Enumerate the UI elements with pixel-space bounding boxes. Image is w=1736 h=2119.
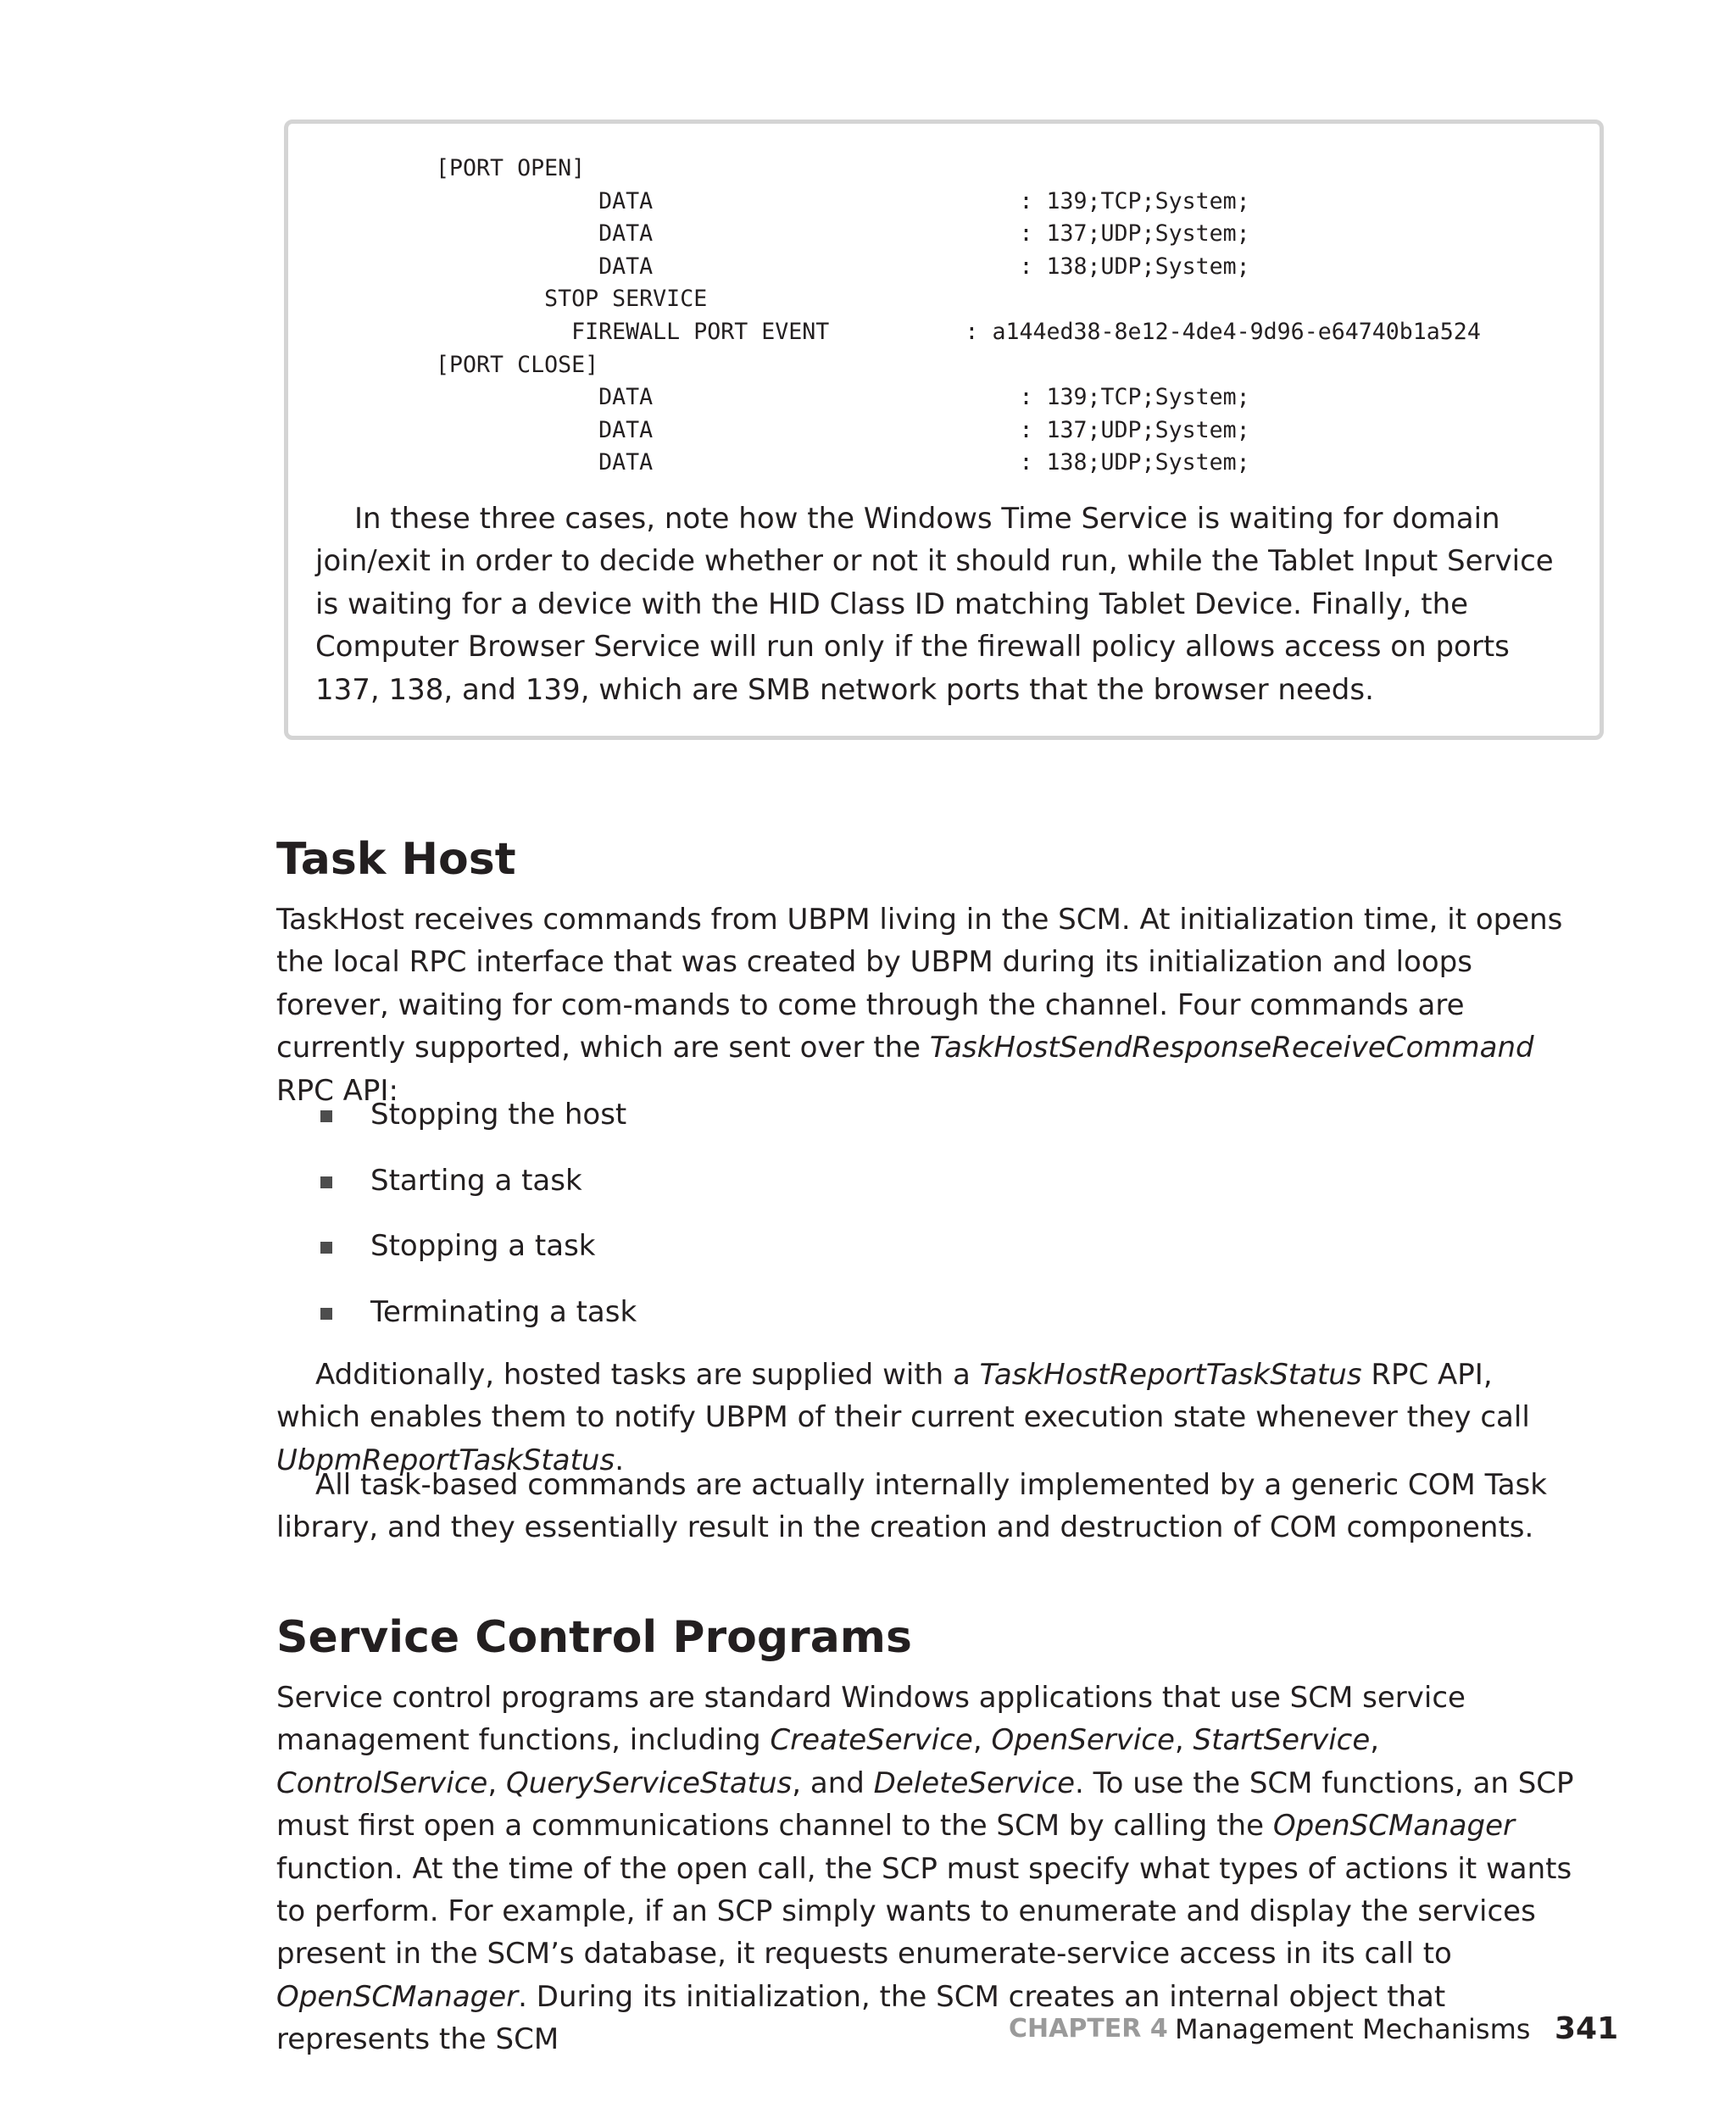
bullet-square-icon	[320, 1110, 332, 1122]
task-host-intro-paragraph	[276, 898, 1582, 1112]
code-line: DATA : 139;TCP;System;	[436, 384, 1250, 411]
text-span: All task-based commands are actually internally implemented by a generic COM Task library, and they essentially result in the creation and destruction of COM components.	[276, 1468, 1547, 1545]
code-line: [PORT OPEN]	[436, 155, 586, 181]
function-name: StartService	[1193, 1723, 1371, 1758]
page-number: 341	[1555, 2011, 1619, 2046]
code-block	[436, 153, 1481, 480]
text-span: ,	[1174, 1723, 1194, 1758]
text-span: , and	[792, 1766, 874, 1800]
text-span: RPC API:	[276, 1073, 398, 1108]
code-sidebar-box	[284, 120, 1604, 740]
function-name: OpenSCManager	[1272, 1809, 1515, 1844]
text-span: TaskHost receives commands from UBPM living in the SCM. At initialization time, it opens the local RPC interface that was created by UBPM during its initialization and loops forever, waiting for com-mands to come through the channel. Four commands are currently supported, which are sent over the	[276, 903, 1563, 1065]
heading-task-host: Task Host	[276, 834, 516, 885]
list-item-text: Starting a task	[370, 1163, 582, 1198]
text-span: Additionally, hosted tasks are supplied with a	[315, 1358, 980, 1392]
code-line: DATA : 137;UDP;System;	[436, 416, 1250, 443]
function-name: DeleteService	[873, 1766, 1076, 1800]
text-span: ,	[1370, 1723, 1380, 1758]
code-line: DATA : 137;UDP;System;	[436, 220, 1250, 247]
function-name: OpenService	[991, 1723, 1175, 1758]
list-item-text: Stopping the host	[370, 1098, 627, 1132]
scp-paragraph	[276, 1677, 1582, 2061]
bullet-square-icon	[320, 1242, 332, 1254]
sidebar-paragraph-text: In these three cases, note how the Windows Time Service is waiting for domain join/exit in order to decide whether or not it should run, while the Tablet Input Service is waiting for a device with the HID Class ID matching Tablet Device. Finally, the Computer Browser Service will run only if the firewall policy allows access on ports 137, 138, and 139, which are SMB network ports that the browser needs.	[315, 502, 1554, 707]
com-task-paragraph	[276, 1464, 1582, 1549]
code-line: DATA : 138;UDP;System;	[436, 253, 1250, 280]
api-name: TaskHostReportTaskStatus	[979, 1358, 1362, 1392]
list-item-text: Stopping a task	[370, 1229, 596, 1263]
heading-service-control-programs: Service Control Programs	[276, 1612, 912, 1663]
text-span: ,	[487, 1766, 506, 1800]
bullet-square-icon	[320, 1176, 332, 1188]
text-span: RPC API, which enables them to notify UBPM of their current execution state whenever they call	[276, 1358, 1530, 1435]
text-span: . During its initialization, the SCM creates an internal object that represents the SCM	[276, 1979, 1446, 2057]
bullet-square-icon	[320, 1308, 332, 1320]
function-name: QueryServiceStatus	[505, 1766, 793, 1800]
list-item-text: Terminating a task	[370, 1294, 637, 1329]
function-name: OpenSCManager	[276, 1979, 519, 2014]
api-name: TaskHostSendResponseReceiveCommand	[929, 1031, 1534, 1065]
footer-chapter-label: CHAPTER 4	[1009, 2014, 1168, 2044]
text-span: function. At the time of the open call, the SCP must specify what types of actions it wants to perform. For example, if an SCP simply wants to enumerate and display the services present in the SCM’s database, it requests enumerate-service access in its call to	[276, 1851, 1572, 1972]
text-span: .	[615, 1443, 624, 1477]
task-status-paragraph	[276, 1354, 1582, 1482]
code-line: DATA : 138;UDP;System;	[436, 449, 1250, 476]
code-line: DATA : 139;TCP;System;	[436, 187, 1250, 214]
function-name: ControlService	[276, 1766, 488, 1800]
code-line: [PORT CLOSE]	[436, 351, 599, 378]
api-name: UbpmReportTaskStatus	[276, 1443, 615, 1477]
footer-chapter-title: Management Mechanisms	[1175, 2013, 1531, 2045]
text-span: . To use the SCM functions, an SCP must first open a communications channel to the SCM by calling the	[276, 1766, 1574, 1844]
code-line: STOP SERVICE	[436, 286, 708, 313]
text-span: Service control programs are standard Windows applications that use SCM service management functions, including	[276, 1681, 1466, 1758]
sidebar-paragraph	[315, 498, 1570, 711]
code-line: FIREWALL PORT EVENT : a144ed38-8e12-4de4-9d96-e64740b1a524	[436, 318, 1481, 345]
text-span: ,	[972, 1723, 992, 1758]
function-name: CreateService	[770, 1723, 973, 1758]
